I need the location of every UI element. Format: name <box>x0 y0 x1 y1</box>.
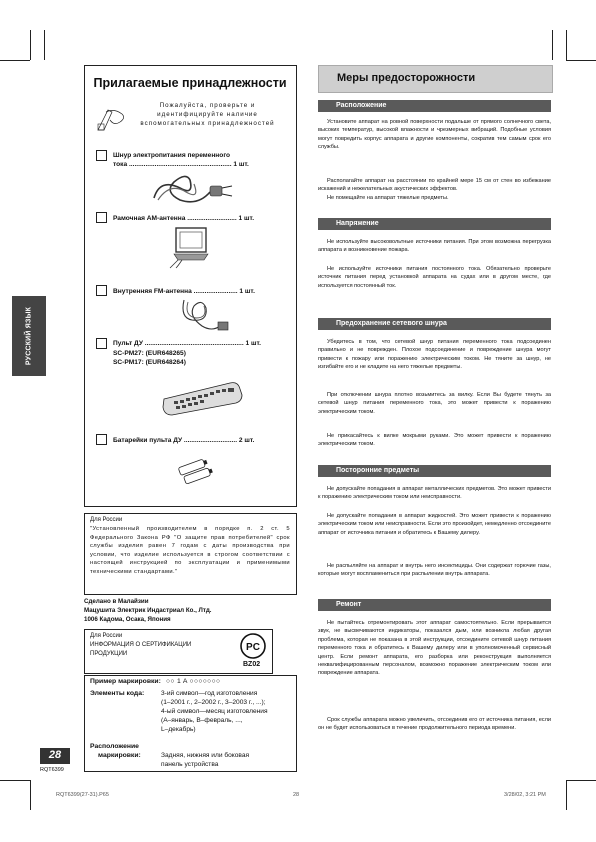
section-heading-foreign-objects <box>318 465 551 477</box>
location-para-1: Установите аппарат на ровной поверхности подальше от прямого солнечного света, высоких температур, высокой влажности и чрезмерных вибраций. Подобные условия могут повредить корпус аппарата и другие компоненты, сократив тем самым срок его службы. <box>318 119 551 151</box>
language-side-tab <box>12 296 46 376</box>
marking-elements-line2: (1–2001 г., 2–2002 г., 3–2003 г., ...); <box>161 699 266 706</box>
footer-date: 3/28/02, 3:21 PM <box>504 792 546 798</box>
marking-example-label: Пример маркировки: <box>90 678 161 685</box>
accessories-title: Прилагаемые принадлежности <box>93 76 287 90</box>
fm-antenna-image <box>178 296 238 336</box>
certification-code: BZ02 <box>243 661 261 668</box>
marking-elements-line1: 3-ий символ—год изготовления <box>161 690 258 697</box>
certification-label: Для России <box>90 633 123 639</box>
checkbox-batteries[interactable] <box>96 434 107 445</box>
foreign-objects-para-1: Не допускайте попадания в аппарат металлических предметов. Это может привести к поражению электрическим током или неисправности. <box>318 486 551 501</box>
pct-certification-logo <box>238 633 268 659</box>
checkbox-fm-antenna[interactable] <box>96 285 107 296</box>
russia-notice-label: Для России <box>90 517 123 523</box>
section-heading-repair <box>318 599 551 611</box>
remote-control-image <box>160 377 244 417</box>
item-am-antenna: Рамочная АМ-антенна ........................... 1 шт. <box>113 215 255 222</box>
batteries-image <box>176 452 216 488</box>
marking-elements-line3: 4-ый символ—месяц изготовления <box>161 708 268 715</box>
voltage-para-2: Не используйте источники питания постоянного тока. Обязательно проверьте источник питания перед установкой аппарата на судах или в другом месте, где используется постоянный ток. <box>318 266 551 289</box>
foreign-objects-para-2: Не допускайте попадания в аппарат жидкостей. Это может привести к поражению электрическим током или неисправности. Если это произойдет, немедленно отсоедините аппарат от источника питания и обратитесь к Вашему дилеру. <box>318 513 551 536</box>
certification-line2: ПРОДУКЦИИ <box>90 651 128 657</box>
precautions-header <box>318 65 553 93</box>
power-cord-image <box>150 170 240 208</box>
item-remote-line1: Пульт ДУ ...................................................... 1 шт. <box>113 340 261 347</box>
footer-file: RQT6399(27-31).P65 <box>56 792 109 798</box>
item-fm-antenna: Внутренняя FM-антенна ........................ 1 шт. <box>113 288 255 295</box>
item-power-cord-line2: тока ........................................................ 1 шт. <box>113 161 249 168</box>
checkbox-power-cord[interactable] <box>96 150 107 161</box>
repair-para-2: Срок службы аппарата можно увеличить, отсоединив его от источника питания, если он не будет использоваться в течение продолжительного периода времени. <box>318 717 551 732</box>
accessories-note: Пожалуйста, проверьте и идентифицируйте наличие вспомогательных принадлежностей <box>140 102 275 127</box>
marking-elements-line5: L–декабрь) <box>161 726 196 733</box>
page-number: 28 <box>48 749 62 761</box>
section-foreign-objects-label: Посторонние предметы <box>336 466 420 474</box>
item-batteries: Батарейки пульта ДУ ............................. 2 шт. <box>113 437 255 444</box>
section-repair-label: Ремонт <box>336 600 362 608</box>
section-heading-location <box>318 100 551 112</box>
made-in-country: Сделано в Малайзии <box>84 598 149 605</box>
marking-example-value: ○○ 1 A ○○○○○○○ <box>166 678 221 685</box>
manufacturer-address: 1006 Кадома, Осака, Япония <box>84 616 171 623</box>
marking-elements-label: Элементы кода: <box>90 690 145 697</box>
doc-code: RQT6399 <box>40 767 64 773</box>
cord-para-1: Убедитесь в том, что сетевой шнур питания переменного тока подсоединен правильно и не поврежден. Плохое подсоединение и повреждение шнура могут привести к пожару или поражению электрическим током. Не тяните за шнур, не изгибайте его и не кладите на него тяжелые предметы. <box>318 339 551 371</box>
section-voltage-label: Напряжение <box>336 219 379 227</box>
item-remote-model-1: SC-PM27: (EUR648265) <box>113 350 186 357</box>
footer-page: 28 <box>293 792 300 798</box>
section-heading-voltage <box>318 218 551 230</box>
marking-location-line1: Задняя, нижняя или боковая <box>161 752 250 759</box>
marking-location-line2: панель устройства <box>161 761 219 768</box>
precautions-title: Меры предосторожности <box>337 72 476 84</box>
marking-elements-line4: (A–январь, B–февраль, ..., <box>161 717 243 724</box>
checkbox-remote[interactable] <box>96 338 107 349</box>
item-power-cord-line1: Шнур электропитания переменного <box>113 152 231 159</box>
svg-text:PC: PC <box>246 642 260 653</box>
marking-location-label1: Расположение <box>90 743 139 750</box>
section-location-label: Расположение <box>336 101 387 109</box>
checkbox-am-antenna[interactable] <box>96 212 107 223</box>
item-remote-model-2: SC-PM17: (EUR648264) <box>113 359 186 366</box>
location-para-3: Не помещайте на аппарат тяжелые предметы. <box>327 195 449 201</box>
cord-para-2: При отключении шнура плотно возьмитесь за вилку. Если Вы будете тянуть за сетевой шнур питания переменного тока, это может привести к поражению электрическим током. <box>318 392 551 415</box>
section-heading-cord <box>318 318 551 330</box>
location-para-2: Располагайте аппарат на расстоянии по крайней мере 15 см от стен во избежание искажений и нежелательных акустических эффектов. <box>318 178 551 193</box>
russia-notice-text: "Установленный производителем в порядке п. 2 ст. 5 Федерального Закона РФ "О защите прав потребителей" срок службы изделия равен 7 годам с даты производства при условии, что изделие используется в строгом соответствии с настоящей инструкцией по эксплуатации и применимыми техническими стандартами." <box>90 526 290 575</box>
side-tab-label: РУССКИЙ ЯЗЫК <box>25 306 33 366</box>
am-loop-antenna-image <box>168 222 218 268</box>
foreign-objects-para-3: Не распыляйте на аппарат и внутрь него инсектициды. Они содержат горючие газы, которые могут воспламениться при распылении внутрь аппарата. <box>318 563 551 578</box>
voltage-para-1: Не используйте высоковольтные источники питания. При этом возможна перегрузка аппарата и возникновение пожара. <box>318 239 551 254</box>
marking-location-label2: маркировки: <box>98 752 141 759</box>
certification-line1: ИНФОРМАЦИЯ О СЕРТИФИКАЦИИ <box>90 642 192 648</box>
pen-hand-icon <box>96 104 134 132</box>
cord-para-3: Не прикасайтесь к вилке мокрыми руками. Это может привести к поражению электрическим током. <box>318 433 551 448</box>
repair-para-1: Не пытайтесь отремонтировать этот аппарат самостоятельно. Если прерывается звук, не высвечиваются индикаторы, показался дым, или возникла любая другая проблема, которая не показана в этой инструкции, отсоедините сетевой шнур питания переменного тока и обратитесь к Вашему дилеру или в уполномоченный сервисный центр. Если ремонт аппарата, его разборка или реконструкция выполняется неквалифицированным персоналом, возможно поражение электрическим током или повреждение аппарата. <box>318 620 551 677</box>
section-cord-label: Предохранение сетевого шнура <box>336 319 447 327</box>
manufacturer-name: Мацушита Электрик Индастриал Ко., Лтд. <box>84 607 212 614</box>
